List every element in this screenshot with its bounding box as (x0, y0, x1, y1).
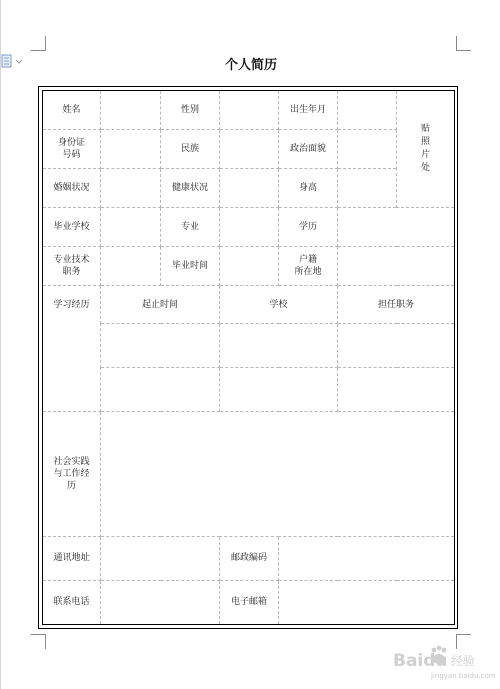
id-label-text: 身份证 号码 (57, 138, 85, 161)
hukou-field[interactable] (338, 247, 455, 286)
school-label: 毕业学校 (43, 208, 101, 247)
watermark-sub: 经验 (451, 654, 476, 668)
grad-time-field[interactable] (220, 247, 279, 286)
photo-label: 贴照片处 (420, 124, 430, 174)
study-school-header: 学校 (220, 286, 338, 324)
photo-cell[interactable] (397, 91, 455, 208)
political-label: 政治面貌 (279, 130, 338, 169)
postcode-field[interactable] (279, 536, 455, 580)
watermark-url: jingyan.baidu.com (431, 672, 496, 680)
work-text: 社会实践 与工作经 历 (53, 456, 90, 491)
major-field[interactable] (220, 208, 279, 247)
study-period-field-2[interactable] (101, 368, 220, 411)
degree-label: 学历 (279, 208, 338, 247)
height-field[interactable] (338, 169, 397, 208)
gender-label: 性别 (161, 91, 220, 130)
health-field[interactable] (220, 169, 279, 208)
marital-field[interactable] (101, 169, 161, 208)
phone-label: 联系电话 (43, 580, 101, 624)
marital-label: 婚姻状况 (43, 169, 101, 208)
id-label (43, 130, 101, 169)
id-field[interactable] (101, 130, 161, 169)
grad-time-label: 毕业时间 (161, 247, 220, 286)
work-field[interactable] (101, 411, 455, 536)
name-field[interactable] (101, 91, 161, 130)
watermark-logo (391, 642, 497, 682)
period-header: 起止时间 (101, 286, 220, 324)
position-header: 担任职务 (338, 286, 455, 324)
email-field[interactable] (279, 580, 455, 624)
height-label: 身高 (279, 169, 338, 208)
postcode-label: 邮政编码 (220, 536, 279, 580)
name-label: 姓名 (43, 91, 101, 130)
tech-title-field[interactable] (101, 247, 161, 286)
crop-mark-top-right (456, 36, 471, 51)
study-period-field-1[interactable] (101, 324, 220, 368)
address-label: 通讯地址 (43, 536, 101, 580)
ethnicity-field[interactable] (220, 130, 279, 169)
birth-label: 出生年月 (279, 91, 338, 130)
health-label: 健康状况 (161, 169, 220, 208)
major-label: 专业 (161, 208, 220, 247)
resume-table (42, 90, 455, 625)
tech-title-label (43, 247, 101, 286)
email-label: 电子邮箱 (220, 580, 279, 624)
ethnicity-label: 民族 (161, 130, 220, 169)
study-position-field-2[interactable] (338, 368, 455, 411)
watermark-brand: Baidu (393, 651, 448, 671)
crop-mark-bottom-left (31, 634, 46, 649)
page-title: 个人简历 (224, 58, 277, 73)
political-field[interactable] (338, 130, 397, 169)
gender-field[interactable] (220, 91, 279, 130)
hukou-label (279, 247, 338, 286)
crop-mark-top-left (31, 36, 46, 51)
tech-title-text: 专业技术 职务 (53, 255, 90, 278)
birth-field[interactable] (338, 91, 397, 130)
school-field[interactable] (101, 208, 161, 247)
study-position-field-1[interactable] (338, 324, 455, 368)
degree-field[interactable] (338, 208, 455, 247)
address-field[interactable] (101, 536, 220, 580)
phone-field[interactable] (101, 580, 220, 624)
study-school-field-2[interactable] (220, 368, 338, 411)
hukou-text: 户籍 所在地 (294, 255, 322, 278)
work-label (43, 411, 101, 536)
study-label: 学习经历 (43, 286, 101, 411)
study-school-field-1[interactable] (220, 324, 338, 368)
